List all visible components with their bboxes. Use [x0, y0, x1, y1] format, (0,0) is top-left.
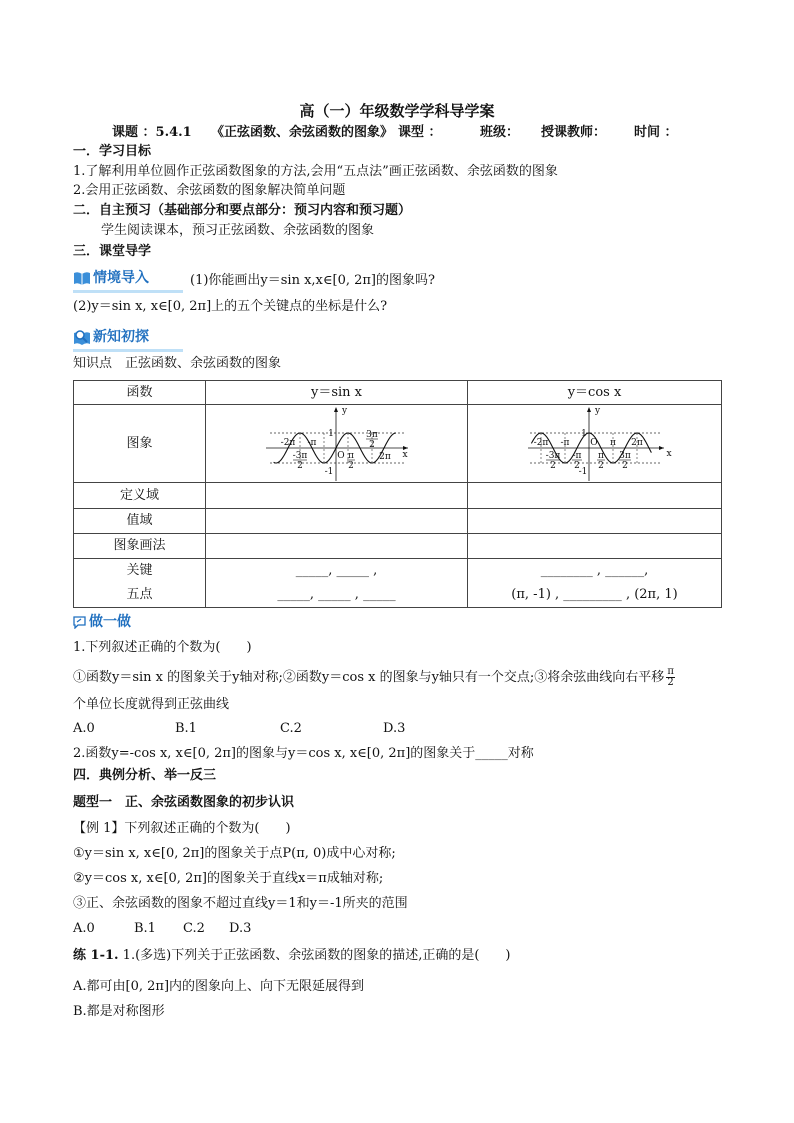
goal-item-2: 2.会用正弦函数、余弦函数的图象解决简单问题 [73, 183, 346, 198]
example-option-c[interactable]: C.2 [183, 921, 205, 936]
practice-question-2: 2.函数y=-cos x, x∈[0, 2π]的图象与y＝cos x, x∈[0, 2π]的图象关于_____对称 [73, 746, 534, 761]
pi-over-2-fraction [666, 667, 675, 688]
row-label-keypoints-line-1: 关键 [126, 563, 153, 578]
table-header-sin: y＝sin x [206, 381, 468, 405]
knowledge-table [73, 380, 722, 608]
sin-tick-neg-3pi-den: 2 [297, 461, 303, 471]
cos-tick-neg-2pi: -2π [533, 438, 549, 448]
example-option-b[interactable]: B.1 [134, 921, 156, 936]
practice-statements-text: ①函数y＝sin x 的图象关于y轴对称;②函数y＝cos x 的图象与y轴只有一个交点;③将余弦曲线向右平移 [73, 670, 665, 685]
class-label: 班级： [480, 125, 520, 140]
topic-name: 《正弦函数、余弦函数的图象》 [211, 125, 394, 140]
sin-method-cell[interactable] [206, 534, 468, 559]
sin-tick-2pi: 2π [379, 452, 391, 462]
cos-keypoints-cell[interactable] [468, 559, 722, 608]
time-label: 时间 ： [634, 125, 678, 140]
example-1-question: 【例 1】下列叙述正确的个数为( ) [73, 821, 291, 836]
cos-tick-neg-pi2-num: -π [572, 451, 582, 461]
cos-tick-3pi-den: 2 [622, 461, 628, 471]
cos-tick-pi2-num: π [598, 451, 604, 461]
table-row [74, 483, 722, 509]
cos-tick-neg-3pi-over-2 [546, 451, 561, 471]
cos-tick-3pi-over-2 [619, 451, 631, 471]
cos-tick-pi-over-2 [597, 451, 605, 471]
cos-tick-neg-3pi-den: 2 [550, 461, 556, 471]
row-label-domain: 定义域 [74, 483, 206, 509]
sin-tick-neg-one: -1 [324, 467, 334, 477]
cos-method-cell[interactable] [468, 534, 722, 559]
intro-banner-label: 情境导入 [93, 270, 149, 286]
sin-tick-neg-3pi-num: -3π [292, 451, 308, 461]
cos-tick-one: 1 [581, 429, 587, 439]
sin-keypoints-line-2: _____, _____ , _____ [277, 587, 396, 602]
section-1-heading: 一．学习目标 [73, 144, 152, 159]
cos-graph-cell [468, 405, 722, 483]
practice-question-1: 1.下列叙述正确的个数为( ) [73, 640, 252, 655]
practice-banner-label: 做一做 [89, 614, 131, 630]
cos-x-arrow [659, 446, 664, 450]
cos-tick-pi: π [610, 438, 616, 448]
cos-tick-neg-pi2-den: 2 [574, 461, 580, 471]
practice-option-d[interactable]: D.3 [383, 721, 406, 736]
exercise-label: 练 1-1. [73, 948, 119, 963]
row-label-keypoints [74, 559, 206, 608]
cos-origin-label: O [590, 438, 598, 448]
sin-tick-neg-3pi-over-2 [293, 451, 308, 471]
practice-statements [73, 665, 675, 691]
practice-option-b[interactable]: B.1 [175, 721, 197, 736]
sin-tick-pi-over-2 [347, 451, 355, 471]
cos-range-cell[interactable] [468, 509, 722, 534]
question-type-1: 题型一 正、余弦函数图象的初步认识 [73, 795, 295, 810]
section-2-heading: 二．自主预习（基础部分和要点部分：预习内容和预习题） [73, 203, 412, 218]
cos-x-label: x [666, 449, 672, 459]
exercise-1-1 [73, 948, 511, 964]
cos-keypoints-line-2: (π, -1) , _________ , (2π, 1) [511, 587, 678, 602]
cos-tick-3pi-num: 3π [619, 451, 631, 461]
row-label-keypoints-line-2: 五点 [126, 587, 153, 602]
row-label-method: 图象画法 [74, 534, 206, 559]
fraction-numerator: π [667, 666, 674, 677]
example-statement-3: ③正、余弦函数的图象不超过直线y＝1和y＝-1所夹的范围 [73, 896, 408, 911]
exercise-question: 1.(多选)下列关于正弦函数、余弦函数的图象的描述,正确的是( ) [118, 948, 511, 963]
page-title: 高（一）年级数学学科导学案 [299, 102, 495, 120]
cos-y-arrow [587, 407, 591, 412]
book-icon [73, 270, 91, 286]
sin-tick-pi2-den: 2 [348, 461, 354, 471]
practice-option-c[interactable]: C.2 [280, 721, 302, 736]
sin-y-label: y [342, 406, 348, 416]
exercise-option-a[interactable]: A.都可由[0, 2π]内的图象向上、向下无限延展得到 [73, 979, 365, 994]
table-row [74, 405, 722, 483]
sin-origin-label: O [337, 451, 345, 461]
row-label-graph: 图象 [74, 405, 206, 483]
sin-range-cell[interactable] [206, 509, 468, 534]
sin-x-label: x [402, 450, 408, 460]
practice-option-a[interactable]: A.0 [73, 721, 95, 736]
new-knowledge-banner-label: 新知初探 [93, 329, 149, 345]
section-4-heading: 四．典例分析、举一反三 [73, 768, 217, 783]
table-header-function: 函数 [74, 381, 206, 405]
cos-y-label: y [595, 406, 601, 416]
cos-graph [526, 405, 676, 483]
table-row [74, 381, 722, 405]
sin-tick-3pi-num: 3π [366, 430, 378, 440]
goal-item-1: 1.了解利用单位圆作正弦函数图象的方法,会用“五点法”画正弦函数、余弦函数的图象 [73, 164, 558, 179]
section-3-heading: 三．课堂导学 [73, 244, 152, 259]
example-statement-1: ①y＝sin x, x∈[0, 2π]的图象关于点P(π, 0)成中心对称; [73, 846, 396, 861]
fraction-denominator: 2 [667, 677, 674, 688]
example-statement-2: ②y＝cos x, x∈[0, 2π]的图象关于直线x＝π成轴对称; [73, 871, 384, 886]
example-option-d[interactable]: D.3 [229, 921, 252, 936]
teacher-label: 授课教师： [541, 125, 607, 140]
cos-keypoints-line-1: ________ , ______, [540, 563, 649, 578]
cos-tick-2pi: 2π [631, 438, 643, 448]
sin-graph [262, 405, 412, 483]
sin-keypoints-line-1: _____, _____ , [295, 563, 378, 578]
sin-tick-3pi-over-2 [366, 430, 378, 450]
sin-tick-one: 1 [328, 429, 334, 439]
cos-domain-cell[interactable] [468, 483, 722, 509]
sin-tick-neg-pi: -π [307, 438, 317, 448]
knowledge-point: 知识点 正弦函数、余弦函数的图象 [73, 356, 282, 371]
sin-tick-pi2-num: π [348, 451, 354, 461]
intro-question-1: (1)你能画出y＝sin x,x∈[0, 2π]的图象吗? [190, 273, 435, 288]
cos-tick-neg-3pi-num: -3π [545, 451, 561, 461]
sin-tick-neg-2pi: -2π [280, 438, 296, 448]
sin-tick-3pi-den: 2 [369, 440, 375, 450]
table-row [74, 534, 722, 559]
cos-tick-pi2-den: 2 [598, 461, 604, 471]
sin-graph-cell [206, 405, 468, 483]
preview-text: 学生阅读课本，预习正弦函数、余弦函数的图象 [101, 223, 375, 238]
table-row [74, 509, 722, 534]
chat-pencil-icon [73, 616, 86, 629]
topic-label: 课题 ：5.4.1 [112, 125, 192, 140]
lesson-type-label: 课型 ： [398, 125, 442, 140]
sin-y-arrow [334, 407, 338, 412]
cos-tick-neg-one: -1 [578, 467, 588, 477]
intro-banner [73, 268, 183, 293]
practice-statements-cont: 个单位长度就得到正弦曲线 [73, 697, 230, 712]
magnifier-book-icon [73, 329, 91, 345]
example-option-a[interactable]: A.0 [73, 921, 95, 936]
row-label-range: 值域 [74, 509, 206, 534]
cos-tick-neg-pi: -π [560, 438, 570, 448]
sin-keypoints-cell[interactable] [206, 559, 468, 608]
new-knowledge-banner [73, 327, 183, 352]
intro-question-2: (2)y＝sin x, x∈[0, 2π]上的五个关键点的坐标是什么? [73, 299, 388, 314]
table-header-cos: y＝cos x [468, 381, 722, 405]
sin-domain-cell[interactable] [206, 483, 468, 509]
exercise-option-b[interactable]: B.都是对称图形 [73, 1004, 165, 1019]
table-row [74, 559, 722, 608]
